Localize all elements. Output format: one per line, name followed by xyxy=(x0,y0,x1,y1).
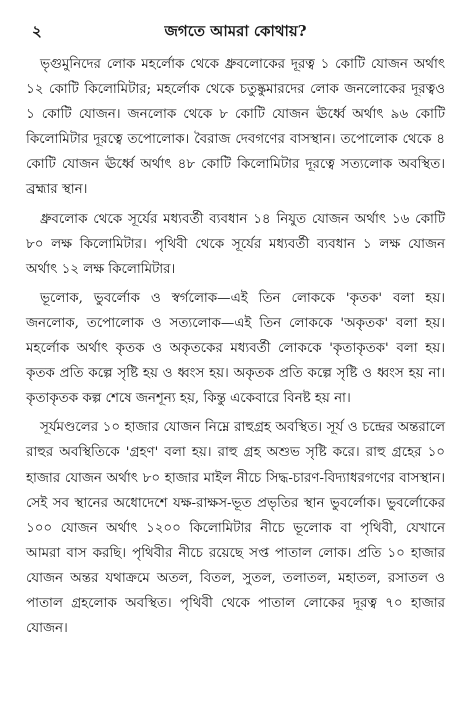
running-title: জগতে আমরা কোথায়? xyxy=(164,22,307,40)
paragraph: ভৃগুমুনিদের লোক মহর্লোক থেকে ধ্রুবলোকের দূরত্ব ১ কোটি যোজন অর্থাৎ ১২ কোটি কিলোমিটার; মহর্লোক থেকে চতুষ্কুমারদের লোক জনলোকের দূরত্বও ১ কোটি যোজন। জনলোক থেকে ৮ কোটি যোজন ঊর্ধ্বে অর্থাৎ ৯৬ কোটি কিলোমিটার দূরত্বে তপোলোক। বৈরাজ দেবগণের বাসস্থান। তপোলোক থেকে ৪ কোটি যোজন ঊর্ধ্বে অর্থাৎ ৪৮ কোটি কিলোমিটার দূরত্বে সত্যলোক অবস্থিত। ব্রহ্মার স্থান। xyxy=(26,57,445,198)
paragraph: সূর্যমণ্ডলের ১০ হাজার যোজন নিম্নে রাহুগ্রহ অবস্থিত। সূর্য ও চন্দ্রের অন্তরালে রাহুর অবস্থিতিকে 'গ্রহণ' বলা হয়। রাহু গ্রহ অশুভ সৃষ্টি করে। রাহু গ্রহের ১০ হাজার যোজন অর্থাৎ ৮০ হাজার মাইল নীচে সিদ্ধ-চারণ-বিদ্যাধরগণের বাসস্থান। সেই সব স্থানের অধোদেশে যক্ষ-রাক্ষস-ভূত প্রভৃতির স্থান ভুবর্লোক। ভুবর্লোকের ১০০ যোজন অর্থাৎ ১২০০ কিলোমিটার নীচে ভূলোক বা পৃথিবী, যেখানে আমরা বাস করছি। পৃথিবীর নীচে রয়েছে সপ্ত পাতাল লোক। প্রতি ১০ হাজার যোজন অন্তর যথাক্রমে অতল, বিতল, সুতল, তলাতল, মহাতল, রসাতল ও পাতাল গ্রহলোক অবস্থিত। পৃথিবী থেকে পাতাল লোকের দূরত্ব ৭০ হাজার যোজন। xyxy=(26,420,445,637)
paragraph: ভূলোক, ভুবর্লোক ও স্বর্গলোক—এই তিন লোককে 'কৃতক' বলা হয়। জনলোক, তপোলোক ও সত্যলোক—এই তিন লোককে 'অকৃতক' বলা হয়। মহর্লোক অর্থাৎ কৃতক ও অকৃতকের মধ্যবর্তী লোককে 'কৃতাকৃতক' বলা হয়। কৃতক প্রতি কল্পে সৃষ্টি হয় ও ধ্বংস হয়। অকৃতক প্রতি কল্পে সৃষ্টি ও ধ্বংস হয় না। কৃতাকৃতক কল্প শেষে জনশূন্য হয়, কিন্তু একেবারে বিনষ্ট হয় না। xyxy=(26,290,445,407)
paragraph: ধ্রুবলোক থেকে সূর্যের মধ্যবর্তী ব্যবধান ১৪ নিযুত যোজন অর্থাৎ ১৬ কোটি ৮০ লক্ষ কিলোমিটার। পৃথিবী থেকে সূর্যের মধ্যবর্তী ব্যবধান ১ লক্ষ যোজন অর্থাৎ ১২ লক্ষ কিলোমিটার। xyxy=(26,211,445,277)
page-header xyxy=(26,16,445,52)
page-number: ২ xyxy=(32,22,42,40)
body-text xyxy=(26,52,445,641)
